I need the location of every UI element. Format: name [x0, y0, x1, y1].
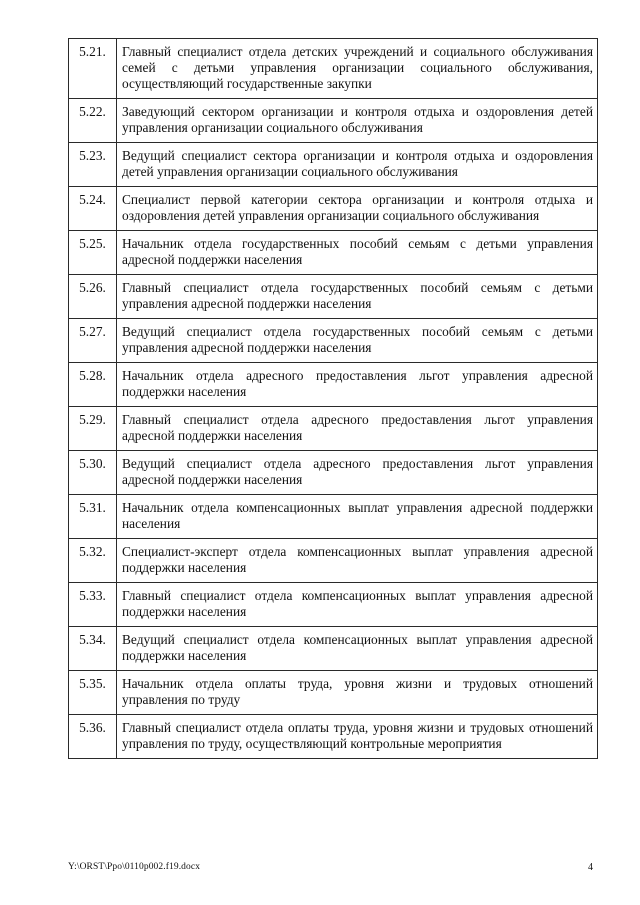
row-number: 5.25. — [69, 231, 117, 275]
position-title: Главный специалист отдела оплаты труда, уровня жизни и трудовых отношений управления по труду, осуществляющий контрольные мероприятия — [117, 715, 598, 759]
row-number: 5.24. — [69, 187, 117, 231]
position-title: Ведущий специалист сектора организации и контроля отдыха и оздоровления детей управления организации социального обслуживания — [117, 143, 598, 187]
row-number: 5.33. — [69, 583, 117, 627]
row-number: 5.22. — [69, 99, 117, 143]
row-number: 5.27. — [69, 319, 117, 363]
table-row — [69, 319, 598, 363]
row-number: 5.31. — [69, 495, 117, 539]
position-title: Начальник отдела государственных пособий семьям с детьми управления адресной поддержки населения — [117, 231, 598, 275]
footer-file-path: Y:\ORST\Ppo\0110p002.f19.docx — [68, 862, 201, 872]
row-number: 5.34. — [69, 627, 117, 671]
row-number: 5.21. — [69, 39, 117, 99]
row-number: 5.29. — [69, 407, 117, 451]
position-title: Заведующий сектором организации и контроля отдыха и оздоровления детей управления организации социального обслуживания — [117, 99, 598, 143]
row-number: 5.23. — [69, 143, 117, 187]
table-row — [69, 627, 598, 671]
position-title: Главный специалист отдела детских учреждений и социального обслуживания семей с детьми управления организации социального обслуживания, осуществляющий государственные закупки — [117, 39, 598, 99]
table-row — [69, 495, 598, 539]
position-title: Ведущий специалист отдела государственных пособий семьям с детьми управления адресной поддержки населения — [117, 319, 598, 363]
table-row — [69, 231, 598, 275]
position-title: Ведущий специалист отдела компенсационных выплат управления адресной поддержки населения — [117, 627, 598, 671]
position-title: Главный специалист отдела государственных пособий семьям с детьми управления адресной поддержки населения — [117, 275, 598, 319]
table-row — [69, 451, 598, 495]
footer-page-number: 4 — [588, 862, 593, 873]
position-title: Начальник отдела адресного предоставления льгот управления адресной поддержки населения — [117, 363, 598, 407]
row-number: 5.26. — [69, 275, 117, 319]
table-row — [69, 99, 598, 143]
row-number: 5.30. — [69, 451, 117, 495]
position-title: Специалист-эксперт отдела компенсационных выплат управления адресной поддержки населения — [117, 539, 598, 583]
table-row — [69, 275, 598, 319]
table-row — [69, 39, 598, 99]
table-row — [69, 715, 598, 759]
position-title: Начальник отдела оплаты труда, уровня жизни и трудовых отношений управления по труду — [117, 671, 598, 715]
position-title: Главный специалист отдела адресного предоставления льгот управления адресной поддержки населения — [117, 407, 598, 451]
table-row — [69, 671, 598, 715]
table-row — [69, 539, 598, 583]
table-row — [69, 143, 598, 187]
row-number: 5.28. — [69, 363, 117, 407]
row-number: 5.35. — [69, 671, 117, 715]
position-title: Начальник отдела компенсационных выплат управления адресной поддержки населения — [117, 495, 598, 539]
position-title: Главный специалист отдела компенсационных выплат управления адресной поддержки населения — [117, 583, 598, 627]
positions-table — [68, 38, 598, 759]
position-title: Ведущий специалист отдела адресного предоставления льгот управления адресной поддержки населения — [117, 451, 598, 495]
table-row — [69, 583, 598, 627]
row-number: 5.32. — [69, 539, 117, 583]
table-row — [69, 407, 598, 451]
row-number: 5.36. — [69, 715, 117, 759]
position-title: Специалист первой категории сектора организации и контроля отдыха и оздоровления детей управления организации социального обслуживания — [117, 187, 598, 231]
table-row — [69, 187, 598, 231]
table-row — [69, 363, 598, 407]
